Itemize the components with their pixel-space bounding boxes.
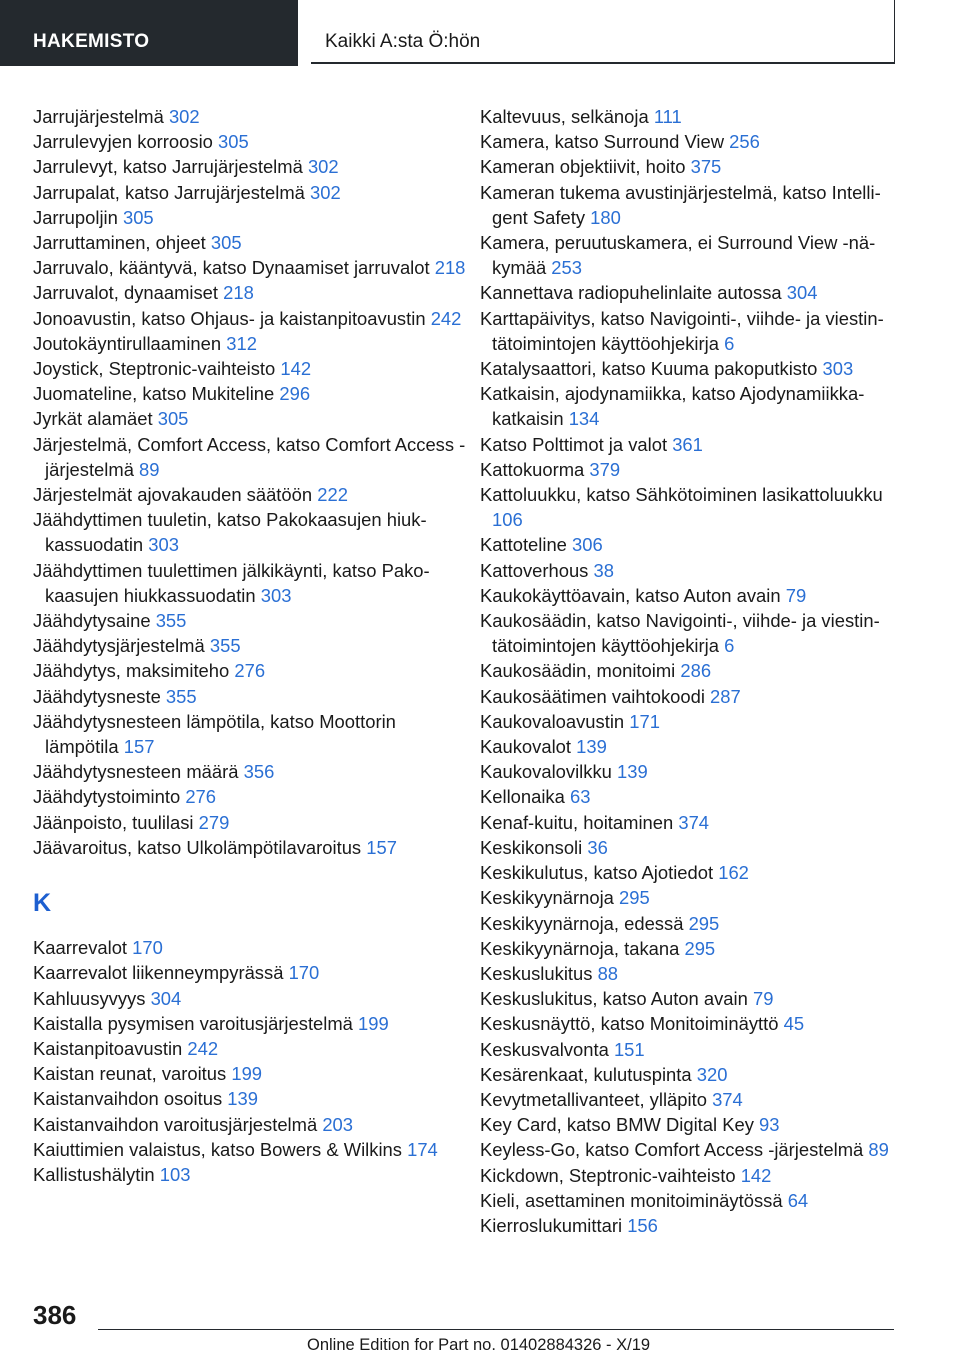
index-entry-text: Kieli, asettaminen monitoiminäytössä [480,1189,783,1211]
index-entry-text: Kaiuttimien valaistus, katso Bowers & Wilkins [33,1138,402,1160]
page-reference-link[interactable]: 287 [710,685,741,707]
index-entry [480,1188,910,1213]
index-entry [480,482,910,532]
index-entry [480,885,910,910]
index-entry [480,583,910,608]
page-reference-link[interactable]: 276 [234,660,266,682]
index-entry-text: Kickdown, Steptronic-vaihteisto [480,1164,736,1186]
index-letter-heading: K [33,889,52,918]
page-reference-link[interactable]: 180 [590,206,621,228]
index-entry [33,432,473,482]
page-reference-link[interactable]: 303 [148,534,179,556]
page-reference-link[interactable]: 171 [629,710,660,732]
index-entry-text: Jarruvalot, dynaamiset [33,282,219,304]
index-entry-text: Järjestelmät ajovakauden säätöön [33,484,313,506]
index-entry-text: Jäähdytysnesteen lämpötila, katso Moottorin lämpötila [33,710,396,758]
index-entry [480,684,910,709]
page-reference-link[interactable]: 304 [786,282,818,304]
page-reference-link[interactable]: 302 [307,156,339,178]
page-reference-link[interactable]: 356 [243,761,275,783]
index-entry-text: Joystick, Steptronic-vaihteisto [33,358,276,380]
index-entry [33,482,473,507]
index-entry [480,986,910,1011]
page-reference-link[interactable]: 303 [260,584,292,606]
index-entry-text: Key Card, katso BMW Digital Key [480,1114,754,1136]
index-entry-text: Jäähdytysneste [33,685,161,707]
page-reference-link[interactable]: 302 [310,181,341,203]
index-entry [33,381,473,406]
index-entry-text: Jarrujärjestelmä [33,106,164,127]
index-entry [480,1037,910,1062]
page-reference-link[interactable]: 374 [712,1088,743,1110]
index-entry-text: Jäävaroitus, katso Ulkolämpötilavaroitus [33,836,362,858]
index-entry-text: Katalysaattori, katso Kuuma pakoputkisto [480,358,818,380]
index-entry-text: Karttapäivitys, katso Navigointi-, viihde- ja viestintätoimintojen käyttöohjekirja [480,307,884,354]
index-entry-text: Kamera, katso Surround View [480,131,724,153]
index-entry-text: Jarruvalo, kääntyvä, katso Dynaamiset jarruvalot [33,257,430,279]
footer-divider [98,1329,894,1330]
page-reference-link[interactable]: 89 [868,1139,889,1161]
index-entry-text: Jarrulevyjen korroosio [33,131,213,153]
index-entry [33,784,473,809]
page-reference-link[interactable]: 88 [597,962,619,984]
page-reference-link[interactable]: 103 [159,1163,191,1185]
index-entry-text: Keskikyynärnoja, edessä [480,912,684,934]
index-entry [33,356,473,381]
page-reference-link[interactable]: 139 [576,736,607,758]
index-entry [480,608,910,658]
index-entry-text: Jarruttaminen, ohjeet [33,232,206,254]
index-entry-text: Kaarrevalot [33,937,128,959]
page-reference-link[interactable]: 203 [322,1113,353,1135]
page-reference-link[interactable]: 93 [759,1114,780,1136]
index-entry-text: Kahluusyvyys [33,987,146,1009]
index-column-left [33,104,473,1187]
index-entry-text: Keskikyynärnoja, takana [480,937,680,959]
index-entry [480,356,910,381]
index-entry-text: Kannettava radiopuhelinlaite autossa [480,282,782,304]
page-reference-link[interactable]: 242 [430,307,462,329]
index-entry [33,180,473,205]
index-entry [33,684,473,709]
page-reference-link[interactable]: 304 [150,987,182,1009]
page-reference-link[interactable]: 305 [122,206,154,228]
index-entry [480,1213,910,1238]
index-entry-text: Kaistalla pysymisen varoitusjärjestelmä [33,1012,353,1034]
page-reference-link[interactable]: 134 [568,408,600,430]
index-entry [480,734,910,759]
index-entry [33,558,473,608]
page-reference-link[interactable]: 45 [783,1013,805,1035]
index-entry [480,911,910,936]
page-reference-link[interactable]: 89 [139,458,160,480]
page-reference-link[interactable]: 106 [492,509,523,531]
index-entry-text: Kevytmetallivanteet, ylläpito [480,1088,707,1110]
index-entry [33,280,473,305]
index-entry-text: Kaltevuus, selkänoja [480,106,649,127]
index-entry-text: Katkaisin, ajodynamiikka, katso Ajodynamiikkakatkaisin [480,383,865,430]
index-entry [33,986,473,1011]
index-entry [33,1137,473,1162]
index-entry-text: Jäähdytysaine [33,610,151,632]
page-reference-link[interactable]: 286 [680,660,712,682]
index-entry-text: Kaistanvaihdon varoitusjärjestelmä [33,1113,318,1135]
index-entry-text: Jarrupalat, katso Jarrujärjestelmä [33,181,305,203]
index-entry [480,936,910,961]
index-entry [480,961,910,986]
index-entry-text: Jäähdytystoiminto [33,786,181,808]
page-reference-link[interactable]: 295 [684,937,716,959]
index-entry [480,810,910,835]
index-entry [33,1112,473,1137]
index-entry-text: Joutokäyntirullaaminen [33,332,222,354]
index-entry-text: Jäähdytysnesteen määrä [33,761,239,783]
index-entry [480,658,910,683]
page-reference-link[interactable]: 170 [288,962,320,984]
index-entry-text: Kattokuorma [480,458,585,480]
index-entry-text: Jäähdyttimen tuulettimen jälkikäynti, katso Pakokaasujen hiukkassuodatin [33,559,430,606]
page-reference-link[interactable]: 305 [210,232,242,254]
index-entry-text: Kaukosäätimen vaihtokoodi [480,685,705,707]
page-reference-link[interactable]: 218 [223,282,254,304]
index-entry [33,306,473,331]
page-reference-link[interactable]: 295 [619,887,650,909]
page-reference-link[interactable]: 305 [218,131,249,153]
index-entry-text: Jarrulevyt, katso Jarrujärjestelmä [33,156,303,178]
index-entry [33,810,473,835]
page-reference-link[interactable]: 170 [132,937,163,959]
page-reference-link[interactable]: 355 [209,635,241,657]
page-reference-link[interactable]: 157 [366,836,397,858]
index-entry-text: Kaukokäyttöavain, katso Auton avain [480,584,781,606]
index-entry [480,532,910,557]
index-entry [33,507,473,557]
index-entry [480,104,910,129]
page-reference-link[interactable]: 174 [407,1138,438,1160]
index-entry [480,1163,910,1188]
edition-footer: Online Edition for Part no. 01402884326 - X/19 [307,1336,651,1354]
index-entry [480,759,910,784]
page-reference-link[interactable]: 276 [185,786,217,808]
page-reference-link[interactable]: 156 [627,1214,658,1236]
index-entry-text: Kamera, peruutuskamera, ei Surround View -näkymää [480,232,876,279]
page-reference-link[interactable]: 6 [724,635,735,657]
index-entry-text: Kellonaika [480,786,565,808]
index-entry [33,1036,473,1061]
index-group-k [33,935,473,1187]
index-entry [480,230,910,280]
section-tab [0,0,298,66]
page-reference-link[interactable]: 79 [785,584,807,606]
page-reference-link[interactable]: 218 [434,257,466,279]
index-entry-text: Kaistan reunat, varoitus [33,1063,227,1085]
index-group-j [33,104,473,860]
index-entry [480,1011,910,1036]
page-reference-link[interactable]: 305 [157,408,189,430]
index-entry-text: Kesärenkaat, kulutuspinta [480,1063,692,1085]
index-entry-text: Keskusnäyttö, katso Monitoiminäyttö [480,1013,779,1035]
index-entry-text: Kallistushälytin [33,1163,155,1185]
index-entry [480,432,910,457]
index-entry [33,1011,473,1036]
index-entry [33,1086,473,1111]
page-reference-link[interactable]: 36 [587,836,608,858]
page-reference-link[interactable]: 199 [231,1063,263,1085]
index-entry [480,381,910,431]
index-entry-text: Kaukosäädin, katso Navigointi-, viihde- ja viestintätoimintojen käyttöohjekirja [480,610,880,657]
index-entry [33,935,473,960]
index-entry [33,835,473,860]
page-reference-link[interactable]: 295 [688,912,720,934]
index-entry-text: Kaistanpitoavustin [33,1037,183,1059]
index-entry [33,1061,473,1086]
index-entry [480,180,910,230]
page-title: Kaikki A:sta Ö:hön [325,31,481,52]
index-entry [33,759,473,784]
page-reference-link[interactable]: 64 [787,1189,809,1211]
index-entry-text: Kaukovaloavustin [480,710,625,732]
index-entry-text: Kattoverhous [480,559,589,581]
index-entry-text: Kattoteline [480,534,567,556]
section-title: HAKEMISTO [33,31,150,52]
index-entry [33,255,473,280]
index-entry-text: Jäähdytysjärjestelmä [33,635,205,657]
page-reference-link[interactable]: 139 [617,761,648,783]
page-reference-link[interactable]: 6 [724,332,735,354]
index-entry-text: Keskikyynärnoja [480,887,614,909]
index-entry [480,709,910,734]
index-entry [33,960,473,985]
index-entry-text: Jäänpoisto, tuulilasi [33,811,194,833]
index-entry-text: Kaistanvaihdon osoitus [33,1088,223,1110]
page-reference-link[interactable]: 306 [572,534,603,556]
index-entry [480,1062,910,1087]
index-entry [33,104,473,129]
index-entry [480,784,910,809]
index-entry-text: Jäähdytys, maksimiteho [33,660,230,682]
index-entry [480,558,910,583]
index-entry-text: Keskusvalvonta [480,1038,609,1060]
index-entry [33,230,473,255]
index-entry-text: Kaukosäädin, monitoimi [480,660,676,682]
page-reference-link[interactable]: 253 [551,257,582,279]
page-reference-link[interactable]: 355 [155,610,187,632]
page-header [0,0,960,66]
index-entry [480,457,910,482]
index-entry [33,205,473,230]
index-entry [33,709,473,759]
page-reference-link[interactable]: 355 [165,685,197,707]
page-reference-link[interactable]: 79 [752,988,774,1010]
index-entry-text: Katso Polttimot ja valot [480,433,668,455]
index-entry [33,633,473,658]
page-reference-link[interactable]: 242 [187,1037,219,1059]
index-entry [33,154,473,179]
index-entry [480,129,910,154]
index-entry-text: Keskuslukitus, katso Auton avain [480,988,748,1010]
index-entry-text: Kaarrevalot liikenneympyrässä [33,962,284,984]
page-reference-link[interactable]: 320 [696,1063,728,1085]
page-reference-link[interactable]: 302 [168,106,200,127]
index-entry [33,331,473,356]
index-entry-text: Keskikonsoli [480,836,583,858]
page-reference-link[interactable]: 111 [653,106,682,127]
index-entry-text: Jonoavustin, katso Ohjaus- ja kaistanpitoavustin [33,307,426,329]
index-entry [480,860,910,885]
page-reference-link[interactable]: 375 [690,156,722,178]
title-tab [311,0,895,64]
index-entry-text: Kierroslukumittari [480,1214,623,1236]
index-entry-text: Keyless-Go, katso Comfort Access -järjestelmä [480,1139,864,1161]
index-entry-text: Kameran tukema avustinjärjestelmä, katso Intelligent Safety [480,181,881,228]
index-entry [33,1162,473,1187]
index-entry [480,280,910,305]
index-entry [33,406,473,431]
page-reference-link[interactable]: 139 [227,1088,258,1110]
page-reference-link[interactable]: 38 [593,559,614,581]
index-entry-text: Keskuslukitus [480,962,593,984]
page-reference-link[interactable]: 256 [729,131,760,153]
index-entry-text: Juomateline, katso Mukiteline [33,383,275,405]
index-entry-text: Jarrupoljin [33,206,118,228]
index-entry-text: Järjestelmä, Comfort Access, katso Comfort Access -järjestelmä [33,433,466,480]
index-entry [480,1112,910,1137]
page-reference-link[interactable]: 157 [123,736,155,758]
index-entry-text: Kaukovalot [480,736,571,758]
page-reference-link[interactable]: 361 [672,433,703,455]
index-entry-text: Kameran objektiivit, hoito [480,156,686,178]
index-entry [480,306,910,356]
index-group-k-continued [480,104,910,1238]
page-reference-link[interactable]: 162 [718,862,749,884]
page-reference-link[interactable]: 142 [280,358,312,380]
index-entry [480,1137,910,1162]
index-entry [33,129,473,154]
index-entry-text: Jyrkät alamäet [33,408,153,430]
page-reference-link[interactable]: 222 [317,484,348,506]
index-entry [33,658,473,683]
page-reference-link[interactable]: 374 [678,811,710,833]
index-entry [480,154,910,179]
page-reference-link[interactable]: 296 [279,383,311,405]
index-entry-text: Kaukovalovilkku [480,761,612,783]
index-entry-text: Jäähdyttimen tuuletin, katso Pakokaasujen hiukkassuodatin [33,509,427,556]
index-entry-text: Kenaf-kuitu, hoitaminen [480,811,674,833]
index-entry [33,608,473,633]
index-entry-text: Keskikulutus, katso Ajotiedot [480,862,714,884]
index-column-right [480,104,910,1238]
page-reference-link[interactable]: 151 [613,1038,645,1060]
index-entry-text: Kattoluukku, katso Sähkötoiminen lasikattoluukku [480,484,883,506]
index-entry [480,1087,910,1112]
page-reference-link[interactable]: 199 [358,1012,389,1034]
page-reference-link[interactable]: 142 [740,1164,772,1186]
page-reference-link[interactable]: 63 [569,786,591,808]
page-number: 386 [33,1300,77,1330]
page-reference-link[interactable]: 312 [226,332,257,354]
page-reference-link[interactable]: 379 [589,458,621,480]
page-reference-link[interactable]: 303 [822,358,854,380]
index-entry [480,835,910,860]
page-reference-link[interactable]: 279 [198,811,230,833]
